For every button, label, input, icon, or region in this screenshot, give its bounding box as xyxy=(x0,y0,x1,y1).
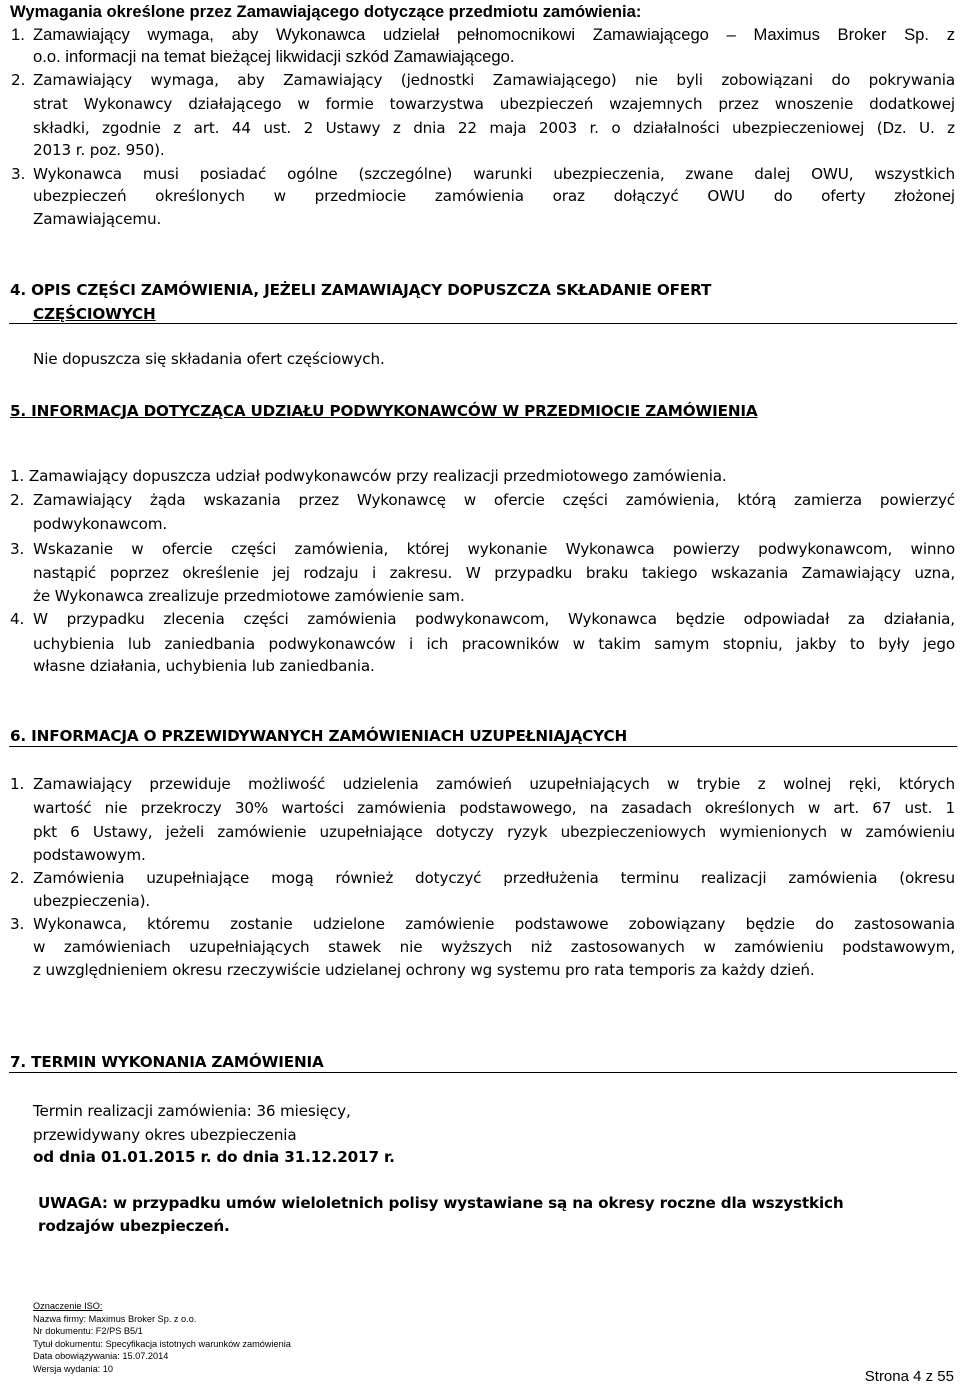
supplementary-item-2-line: ubezpieczenia). xyxy=(33,892,151,910)
subcontractor-item-4-line: własne działania, uchybienia lub zaniedbania. xyxy=(33,657,375,675)
requirement-3-line: Zamawiającemu. xyxy=(33,210,162,228)
requirement-2-line: składki, zgodnie z art. 44 ust. 2 Ustawy z dnia 22 maja 2003 r. o działalności ubezpieczeniowej (Dz. U. z xyxy=(33,119,955,137)
list-number: 1. xyxy=(11,25,25,44)
insurance-period-label: przewidywany okres ubezpieczenia xyxy=(33,1126,297,1144)
subcontractor-item-3-line: nastąpić poprzez określenie jej rodzaju i zakresu. W przypadku braku takiego wskazania Zamawiający uzna, xyxy=(33,564,955,582)
list-number: 3. xyxy=(10,915,25,933)
supplementary-item-1-line: Zamawiający przewiduje możliwość udzielenia zamówień uzupełniających w trybie z wolnej ręki, których xyxy=(33,775,955,793)
supplementary-item-3-line: Wykonawca, któremu zostanie udzielone zamówienie podstawowe zobowiązany będzie do zastosowania xyxy=(33,915,955,933)
footer-company: Nazwa firmy: Maximus Broker Sp. z o.o. xyxy=(33,1313,197,1324)
supplementary-item-1-line: podstawowym. xyxy=(33,846,146,864)
list-number: 3. xyxy=(10,540,25,558)
warning-note-cont: rodzajów ubezpieczeń. xyxy=(38,1217,230,1235)
requirement-2-line: 2013 r. poz. 950). xyxy=(33,141,165,159)
list-number: 4. xyxy=(10,610,25,628)
requirements-heading: Wymagania określone przez Zamawiającego dotyczące przedmiotu zamówienia: xyxy=(10,2,642,21)
subcontractor-item-1: 1. Zamawiający dopuszcza udział podwykonawców przy realizacji przedmiotowego zamówienia. xyxy=(10,467,727,485)
footer-version: Wersja wydania: 10 xyxy=(33,1363,114,1374)
requirement-2-line: Zamawiający wymaga, aby Zamawiający (jednostki Zamawiającego) nie byli zobowiązani do pokrywania xyxy=(33,71,955,89)
footer-valid-date: Data obowiązywania: 15.07.2014 xyxy=(33,1351,169,1361)
section-5-title: 5. INFORMACJA DOTYCZĄCA UDZIAŁU PODWYKONAWCÓW W PRZEDMIOCIE ZAMÓWIENIA xyxy=(10,402,758,420)
page-number: Strona 4 z 55 xyxy=(864,1368,954,1385)
term-duration: Termin realizacji zamówienia: 36 miesięcy, xyxy=(33,1102,351,1120)
supplementary-item-1-line: wartość nie przekroczy 30% wartości zamówienia podstawowego, na zasadach określonych w art. 67 ust. 1 xyxy=(33,799,955,817)
list-number: 3. xyxy=(11,165,26,183)
requirement-2-line: strat Wykonawcy działającego w formie towarzystwa ubezpieczeń wzajemnych przez wnoszenie dodatkowej xyxy=(33,95,955,113)
section-4-title: 4. OPIS CZĘŚCI ZAMÓWIENIA, JEŻELI ZAMAWIAJĄCY DOPUSZCZA SKŁADANIE OFERT xyxy=(10,281,712,299)
list-number: 2. xyxy=(11,71,26,89)
subcontractor-item-2-line: Zamawiający żąda wskazania przez Wykonawcę w ofercie części zamówienia, którą zamierza powierzyć xyxy=(33,491,955,509)
list-number: 2. xyxy=(10,869,25,887)
requirement-3-line: ubezpieczeń określonych w przedmiocie zamówienia oraz dołączyć OWU do oferty złożonej xyxy=(33,187,955,205)
footer-iso-label: Oznaczenie ISO: xyxy=(33,1301,103,1311)
subcontractor-item-3-line: że Wykonawca zrealizuje przedmiotowe zamówienie sam. xyxy=(33,587,465,605)
section-6-title: 6. INFORMACJA O PRZEWIDYWANYCH ZAMÓWIENIACH UZUPEŁNIAJĄCYCH xyxy=(10,727,628,745)
list-number: 2. xyxy=(10,491,25,509)
footer-doc-title: Tytuł dokumentu: Specyfikacja istotnych warunków zamówienia xyxy=(33,1338,291,1349)
section-divider xyxy=(9,1072,957,1073)
subcontractor-item-3-line: Wskazanie w ofercie części zamówienia, której wykonanie Wykonawca powierzy podwykonawcom, winno xyxy=(33,540,955,558)
supplementary-item-2-line: Zamówienia uzupełniające mogą również dotyczyć przedłużenia terminu realizacji zamówienia (okresu xyxy=(33,869,955,887)
requirement-1-line: o.o. informacji na temat bieżącej likwidacji szkód Zamawiającego. xyxy=(33,47,515,66)
insurance-period-dates: od dnia 01.01.2015 r. do dnia 31.12.2017 r. xyxy=(33,1148,395,1166)
section-7-title: 7. TERMIN WYKONANIA ZAMÓWIENIA xyxy=(10,1053,324,1071)
footer-doc-number: Nr dokumentu: F2/PS B5/1 xyxy=(33,1326,143,1336)
subcontractor-item-4-line: W przypadku zlecenia części zamówienia podwykonawcom, Wykonawca będzie odpowiadał za działania, xyxy=(33,610,955,628)
requirement-1-line: Zamawiający wymaga, aby Wykonawca udzielał pełnomocnikowi Zamawiającego – Maximus Broker Sp. z xyxy=(33,25,955,44)
section-4-body: Nie dopuszcza się składania ofert częściowych. xyxy=(33,350,385,368)
section-divider xyxy=(9,323,957,324)
supplementary-item-1-line: pkt 6 Ustawy, jeżeli zamówienie uzupełniające dotyczy ryzyk ubezpieczeniowych wymienionych w zamówieniu xyxy=(33,823,955,841)
warning-note: UWAGA: w przypadku umów wieloletnich polisy wystawiane są na okresy roczne dla wszystkich xyxy=(38,1194,844,1212)
supplementary-item-3-line: w zamówieniach uzupełniających stawek nie wyższych niż zastosowanych w zamówieniu podstawowym, xyxy=(33,938,955,956)
section-4-title-cont: CZĘŚCIOWYCH xyxy=(33,305,156,323)
section-divider xyxy=(9,746,957,747)
subcontractor-item-2-line: podwykonawcom. xyxy=(33,515,168,533)
requirement-3-line: Wykonawca musi posiadać ogólne (szczególne) warunki ubezpieczenia, zwane dalej OWU, wszystkich xyxy=(33,165,955,183)
list-number: 1. xyxy=(10,775,25,793)
subcontractor-item-4-line: uchybienia lub zaniedbania podwykonawców i ich pracowników w takim samym stopniu, jakby to były jego xyxy=(33,635,955,653)
supplementary-item-3-line: z uwzględnieniem okresu rzeczywiście udzielanej ochrony wg systemu pro rata temporis za każdy dzień. xyxy=(33,961,815,979)
